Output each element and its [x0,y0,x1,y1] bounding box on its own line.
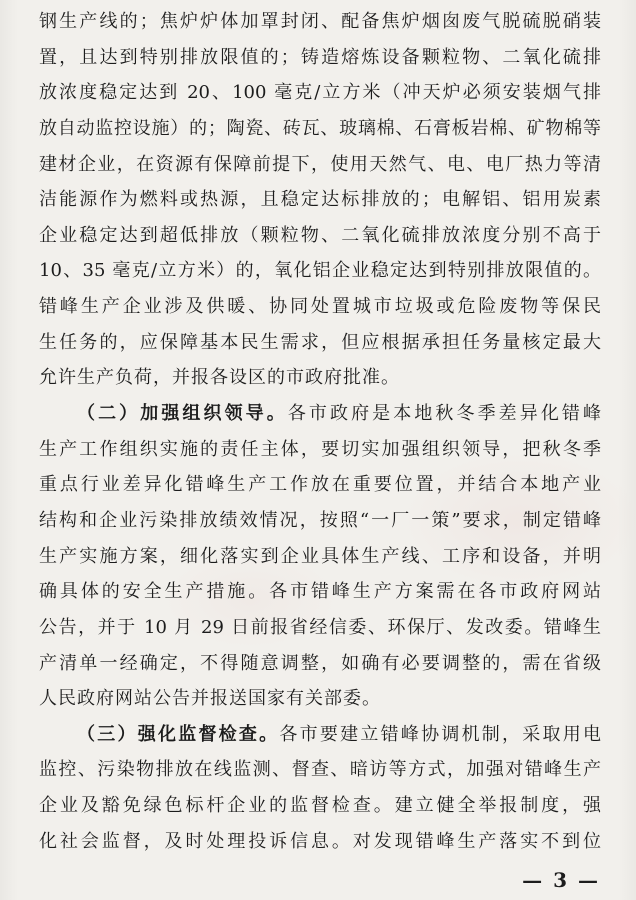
text-line: 企业及豁免绿色标杆企业的监督检查。建立健全举报制度，强 [39,795,601,817]
body-text [39,4,601,859]
text-line: 钢生产线的；焦炉炉体加罩封闭、配备焦炉烟囱废气脱硫脱硝装 [39,11,601,32]
paragraph-2 [39,396,601,717]
paragraph-first-line [39,396,601,432]
text-line: 人民政府网站公告并报送国家有关部委。 [39,688,381,710]
paragraph-3 [39,717,601,860]
text-line: 结构和企业污染排放绩效情况，按照“一厂一策”要求，制定错峰 [39,509,601,531]
text-line: 产清单一经确定，不得随意调整，如确有必要调整的，需在省级 [39,652,601,674]
text-line: 化社会监督，及时处理投诉信息。对发现错峰生产落实不到位 [39,830,601,852]
text-line: 错峰生产企业涉及供暖、协同处置城市垃圾或危险废物等保民 [39,296,601,318]
text-line: 放自动监控设施）的；陶瓷、砖瓦、玻璃棉、石膏板岩棉、矿物棉等 [39,117,601,139]
text-line: 生产实施方案，细化落实到企业具体生产线、工序和设备，并明 [39,545,601,567]
text-line: 生产工作组织实施的责任主体，要切实加强组织领导，把秋冬季 [39,438,601,460]
text-line: 洁能源作为燃料或热源，且稳定达标排放的；电解铝、铝用炭素 [39,189,601,211]
paragraph-1 [39,4,601,396]
text-line: 10、35 毫克/立方米）的，氧化铝企业稳定达到特别排放限值的。 [39,260,601,282]
section-heading: （三）强化监督检查。 [77,723,280,745]
page-number: — 3 — [522,868,600,892]
text-line: 建材企业，在资源有保障前提下，使用天然气、电、电厂热力等清 [39,153,601,175]
text-line: 生任务的，应保障基本民生需求，但应根据承担任务量核定最大 [39,331,601,353]
text-line: 公告，并于 10 月 29 日前报省经信委、环保厅、发改委。错峰生 [39,616,601,638]
paragraph-first-line [39,717,601,753]
text-line: 重点行业差异化错峰生产工作放在重要位置，并结合本地产业 [39,474,601,496]
text-line: 允许生产负荷，并报各设区的市政府批准。 [39,367,400,389]
text-line: 置，且达到特别排放限值的；铸造熔炼设备颗粒物、二氧化硫排 [39,46,601,68]
lead-text: 各市政府是本地秋冬季差异化错峰 [287,403,601,425]
lead-text: 各市要建立错峰协调机制，采取用电 [279,723,601,745]
section-heading: （二）加强组织领导。 [77,403,288,425]
text-line: 确具体的安全生产措施。各市错峰生产方案需在各市政府网站 [39,581,601,603]
text-line: 放浓度稳定达到 20、100 毫克/立方米（冲天炉必须安装烟气排 [39,82,601,104]
text-line: 监控、污染物排放在线监测、督查、暗访等方式，加强对错峰生产 [39,759,601,781]
text-line: 企业稳定达到超低排放（颗粒物、二氧化硫排放浓度分别不高于 [39,224,601,246]
